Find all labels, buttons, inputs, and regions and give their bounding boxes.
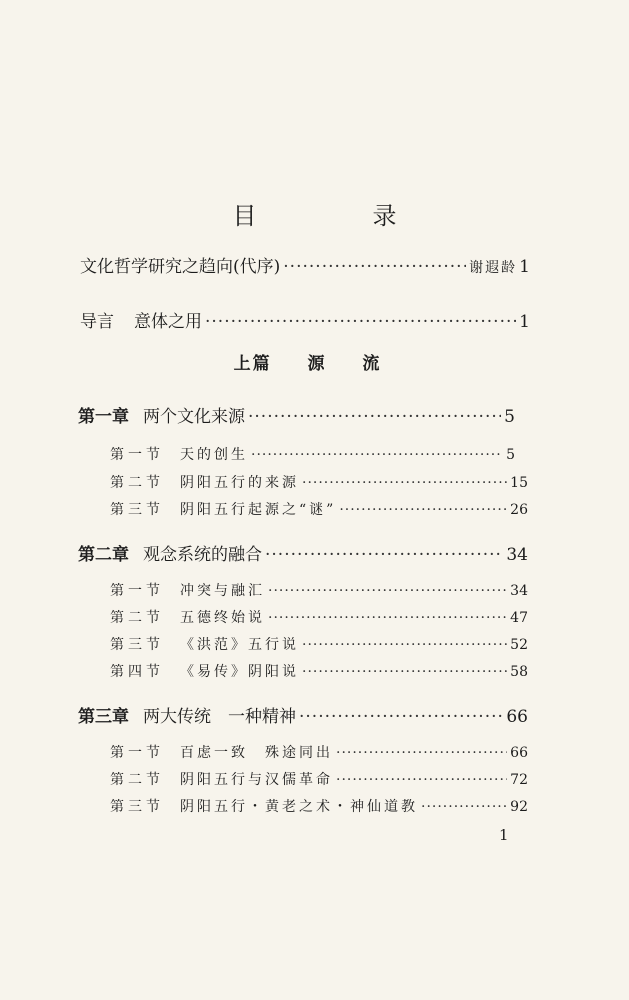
dot-leader bbox=[302, 637, 507, 653]
dot-leader bbox=[248, 407, 501, 427]
dot-leader bbox=[205, 312, 516, 332]
section-label: 第三节 bbox=[110, 637, 164, 653]
toc-entry-preface[interactable] bbox=[80, 252, 530, 277]
section-title: 冲突与融汇 bbox=[180, 583, 265, 599]
entry-title: 意体之用 bbox=[134, 312, 202, 332]
entry-label: 导言 bbox=[80, 312, 114, 332]
dot-leader bbox=[299, 707, 503, 727]
section-label: 第二节 bbox=[110, 610, 164, 626]
part-label: 上篇 bbox=[233, 354, 272, 374]
section-title: 阴阳五行起源之“谜” bbox=[180, 502, 337, 518]
dot-leader bbox=[336, 745, 507, 761]
page-number: 1 bbox=[499, 826, 509, 844]
chapter-label: 第三章 bbox=[78, 707, 129, 727]
dot-leader bbox=[265, 545, 503, 565]
entry-page: 1 bbox=[519, 257, 530, 277]
toc-section[interactable] bbox=[110, 796, 528, 816]
dot-leader bbox=[421, 799, 507, 815]
dot-leader bbox=[336, 772, 507, 788]
section-title: 阴阳五行・黄老之术・神仙道教 bbox=[180, 799, 418, 815]
toc-section[interactable] bbox=[110, 580, 528, 600]
entry-author: 谢遐龄 bbox=[469, 260, 518, 276]
toc-entry-intro[interactable] bbox=[80, 307, 530, 332]
chapter-page: 5 bbox=[504, 407, 515, 427]
section-label: 第一节 bbox=[110, 447, 164, 463]
chapter-page: 66 bbox=[506, 707, 528, 727]
part-heading bbox=[0, 349, 629, 374]
toc-section[interactable] bbox=[110, 661, 528, 681]
section-title: 阴阳五行与汉儒革命 bbox=[180, 772, 333, 788]
section-page: 72 bbox=[510, 772, 528, 788]
entry-page: 1 bbox=[519, 312, 530, 332]
section-title: 《易传》阴阳说 bbox=[180, 664, 299, 680]
section-page: 58 bbox=[510, 664, 528, 680]
section-page: 47 bbox=[510, 610, 528, 626]
section-title: 百虑一致 殊途同出 bbox=[180, 745, 333, 761]
dot-leader bbox=[268, 583, 507, 599]
section-label: 第二节 bbox=[110, 475, 164, 491]
section-title: 天的创生 bbox=[180, 447, 248, 463]
toc-section[interactable] bbox=[110, 634, 528, 654]
section-label: 第一节 bbox=[110, 745, 164, 761]
section-page: 26 bbox=[510, 502, 528, 518]
dot-leader bbox=[268, 610, 507, 626]
section-title: 五德终始说 bbox=[180, 610, 265, 626]
chapter-label: 第二章 bbox=[78, 545, 129, 565]
entry-title: 文化哲学研究之趋向(代序) bbox=[80, 257, 281, 277]
section-page: 34 bbox=[510, 583, 528, 599]
toc-section[interactable] bbox=[110, 742, 528, 762]
section-page: 66 bbox=[510, 745, 528, 761]
section-label: 第三节 bbox=[110, 799, 164, 815]
toc-section[interactable] bbox=[110, 472, 528, 492]
chapter-title: 两大传统 一种精神 bbox=[143, 707, 296, 727]
toc-section[interactable] bbox=[110, 769, 528, 789]
section-label: 第一节 bbox=[110, 583, 164, 599]
section-page: 92 bbox=[510, 799, 528, 815]
part-title-char: 流 bbox=[362, 354, 382, 374]
dot-leader bbox=[302, 664, 507, 680]
section-page: 52 bbox=[510, 637, 528, 653]
dot-leader bbox=[339, 502, 507, 518]
section-label: 第三节 bbox=[110, 502, 164, 518]
section-title: 《洪范》五行说 bbox=[180, 637, 299, 653]
section-page: 15 bbox=[510, 475, 528, 491]
dot-leader bbox=[302, 475, 507, 491]
chapter-label: 第一章 bbox=[78, 407, 129, 427]
dot-leader bbox=[283, 257, 466, 277]
toc-chapter-1[interactable] bbox=[78, 402, 515, 427]
part-title-char: 源 bbox=[307, 354, 327, 374]
toc-chapter-3[interactable] bbox=[78, 702, 528, 727]
section-title: 阴阳五行的来源 bbox=[180, 475, 299, 491]
section-page: 5 bbox=[506, 447, 515, 463]
section-label: 第四节 bbox=[110, 664, 164, 680]
toc-section[interactable] bbox=[110, 444, 515, 464]
toc-chapter-2[interactable] bbox=[78, 540, 528, 565]
chapter-title: 观念系统的融合 bbox=[143, 545, 262, 565]
dot-leader bbox=[251, 447, 503, 463]
page-title: 目 录 bbox=[232, 202, 443, 230]
chapter-page: 34 bbox=[506, 545, 528, 565]
toc-section[interactable] bbox=[110, 499, 528, 519]
toc-section[interactable] bbox=[110, 607, 528, 627]
chapter-title: 两个文化来源 bbox=[143, 407, 245, 427]
section-label: 第二节 bbox=[110, 772, 164, 788]
